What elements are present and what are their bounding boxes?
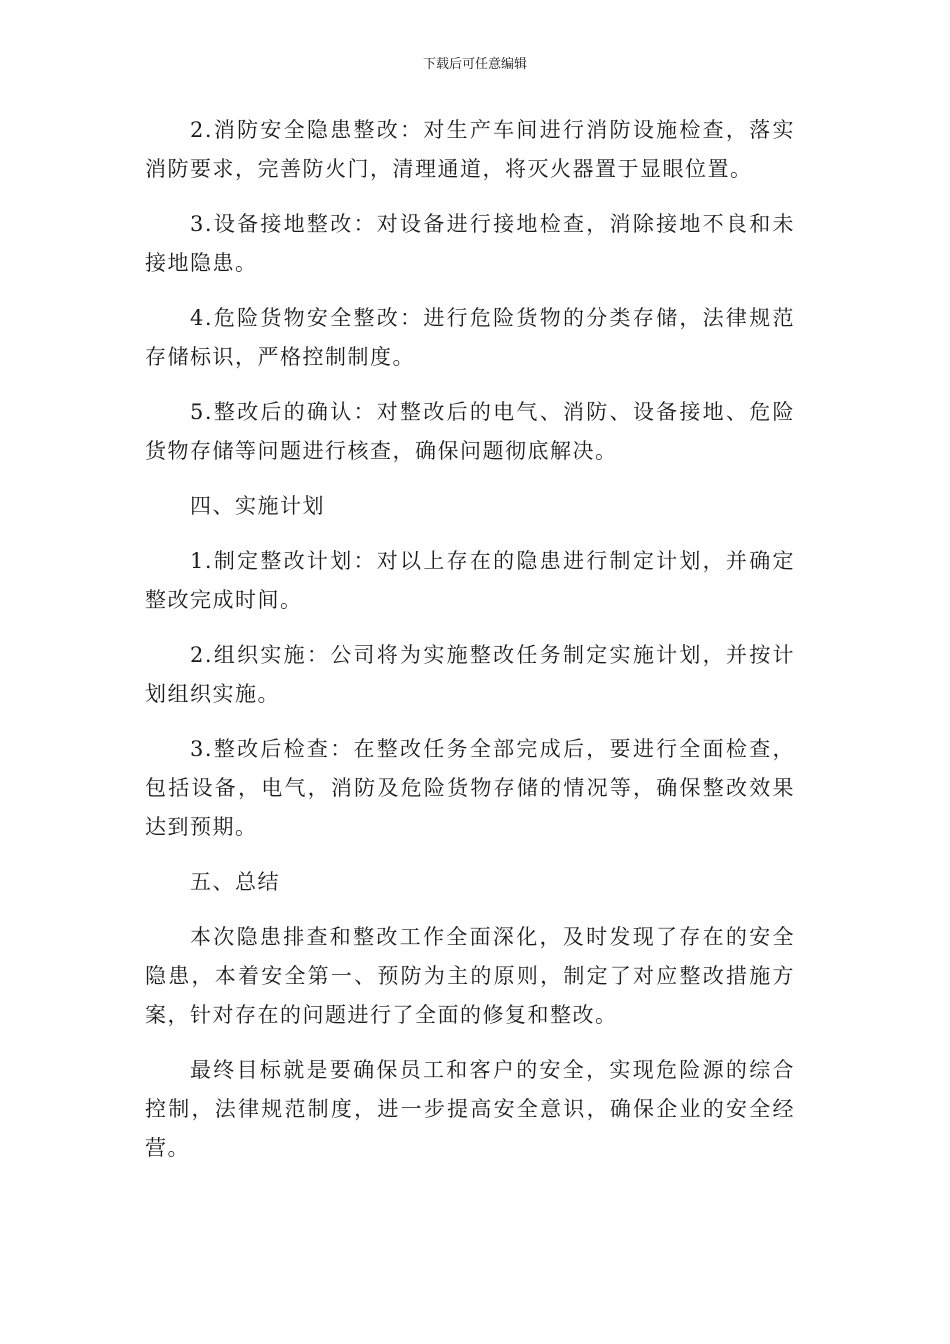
paragraph-make-plan: 1.制定整改计划：对以上存在的隐患进行制定计划，并确定整改完成时间。 xyxy=(145,549,795,612)
section-heading-implementation: 四、实施计划 xyxy=(190,494,325,518)
page-header: 下载后可任意编辑 xyxy=(422,57,527,72)
paragraph-hazardous-goods: 4.危险货物安全整改：进行危险货物的分类存储，法律规范存储标识，严格控制制度。 xyxy=(145,306,795,369)
paragraph-final-goal: 最终目标就是要确保员工和客户的安全，实现危险源的综合控制，法律规范制度，进一步提高安全意识，确保企业的安全经营。 xyxy=(145,1058,795,1160)
paragraph-inspection: 3.整改后检查：在整改任务全部完成后，要进行全面检查，包括设备，电气，消防及危险货物存储的情况等，确保整改效果达到预期。 xyxy=(145,737,795,839)
paragraph-grounding: 3.设备接地整改：对设备进行接地检查，消除接地不良和未接地隐患。 xyxy=(145,212,795,275)
document-body xyxy=(145,111,795,1184)
paragraph-summary: 本次隐患排查和整改工作全面深化，及时发现了存在的安全隐患，本着安全第一、预防为主的原则，制定了对应整改措施方案，针对存在的问题进行了全面的修复和整改。 xyxy=(145,925,795,1027)
paragraph-confirmation: 5.整改后的确认：对整改后的电气、消防、设备接地、危险货物存储等问题进行核查，确保问题彻底解决。 xyxy=(145,400,795,463)
paragraph-organize: 2.组织实施：公司将为实施整改任务制定实施计划，并按计划组织实施。 xyxy=(145,643,795,706)
section-heading-summary: 五、总结 xyxy=(190,870,280,894)
paragraph-fire-safety: 2.消防安全隐患整改：对生产车间进行消防设施检查，落实消防要求，完善防火门，清理通道，将灭火器置于显眼位置。 xyxy=(145,118,795,181)
